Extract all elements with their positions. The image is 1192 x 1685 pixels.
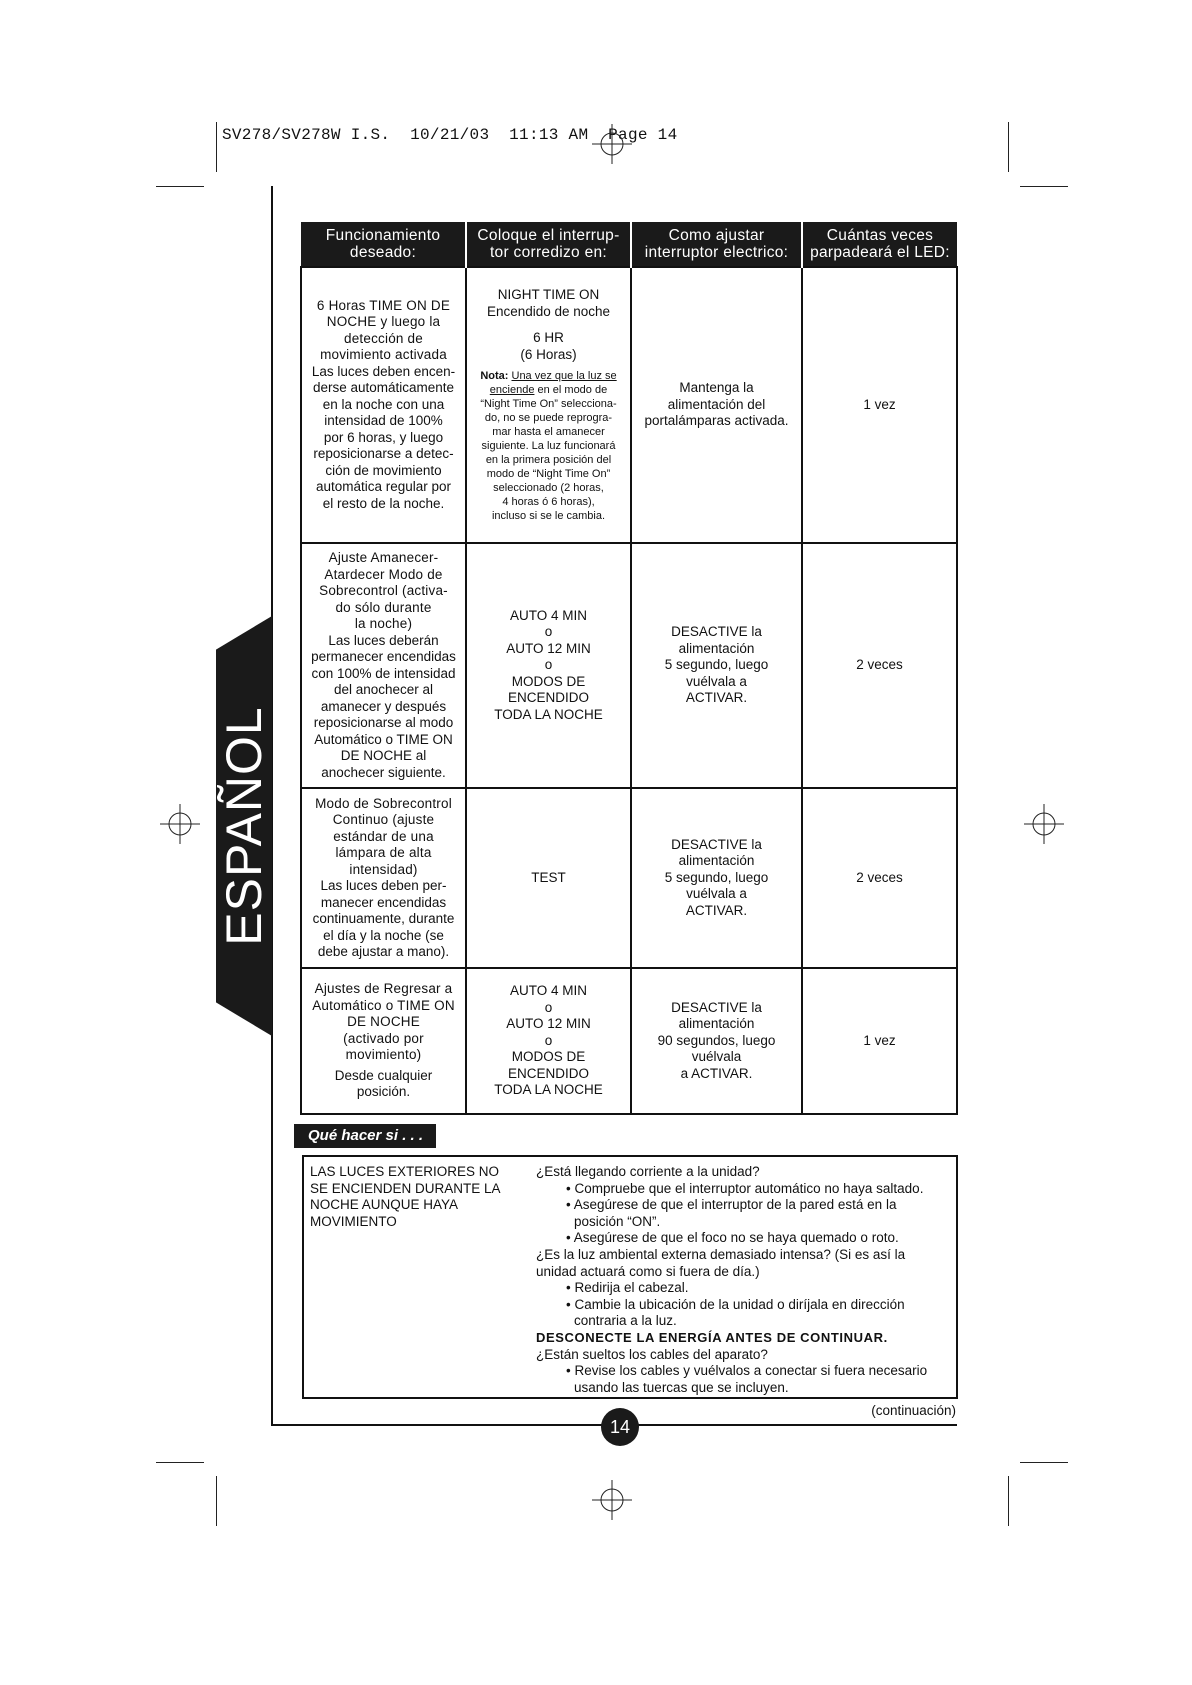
step-item: • Revise los cables y vuélvalos a conectar si fuera necesario usando las tuercas que se incluyen. (566, 1363, 928, 1395)
header-adjust: Como ajustar interruptor electrico: (631, 222, 802, 267)
switch-extra: 6 HR (6 Horas) (520, 330, 577, 362)
switch-cell (466, 267, 631, 543)
adjust-cell: Mantenga la alimentación del portalámparas activada. (631, 267, 802, 543)
function-cell (301, 267, 466, 543)
function-cell (301, 788, 466, 968)
settings-table (300, 222, 958, 1115)
adjust-cell: DESACTIVE la alimentación 5 segundo, luego vuélvala a ACTIVAR. (631, 543, 802, 788)
function-cell (301, 543, 466, 788)
crop-mark (1008, 122, 1009, 172)
function-title: 6 Horas TIME ON DE NOCHE y luego la detección de movimiento activada (316, 297, 451, 363)
question: ¿Es la luz ambiental externa demasiado intensa? (Si es así la unidad actuará como si fuera de día.) (536, 1246, 906, 1279)
troubleshoot-box (302, 1155, 958, 1399)
header-switch: Coloque el interrup- tor corredizo en: (466, 222, 631, 267)
function-description: Las luces deben per- manecer encendidas continuamente, durante el día y la noche (se debe ajustar a mano). (312, 878, 455, 959)
switch-cell: AUTO 4 MIN o AUTO 12 MIN o MODOS DE ENCENDIDO TODA LA NOCHE (466, 543, 631, 788)
crop-mark (1008, 1476, 1009, 1526)
registration-mark-icon (160, 804, 200, 844)
question: ¿Está llegando corriente a la unidad? (536, 1164, 760, 1179)
crop-mark (156, 1462, 204, 1463)
language-tab-label: ESPAÑOL (216, 706, 272, 946)
question: ¿Están sueltos los cables del aparato? (536, 1346, 768, 1362)
switch-note (471, 369, 626, 523)
page-number: 14 (601, 1408, 639, 1446)
adjust-cell: DESACTIVE la alimentación 5 segundo, luego vuélvala a ACTIVAR. (631, 788, 802, 968)
print-slug: SV278/SV278W I.S. 10/21/03 11:13 AM Page 14 (222, 126, 678, 144)
troubleshoot-problem: LAS LUCES EXTERIORES NO SE ENCIENDEN DURANTE LA NOCHE AUNQUE HAYA MOVIMIENTO (310, 1164, 501, 1229)
switch-cell: TEST (466, 788, 631, 968)
note-label: Nota: (480, 370, 509, 382)
led-cell: 1 vez (802, 267, 957, 543)
function-description: Las luces deben encen- derse automáticamente en la noche con una intensidad de 100% por 6 horas, y luego reposicionarse a detec- ción de movimiento automática regular por el resto de la noche. (311, 363, 456, 511)
power-warning: DESCONECTE LA ENERGÍA ANTES DE CONTINUAR. (536, 1329, 888, 1345)
troubleshoot-heading: Qué hacer si . . . (294, 1124, 436, 1148)
function-title: Ajuste Amanecer- Atardecer Modo de Sobrecontrol (activa- do sólo durante la noche) (319, 550, 448, 631)
table-row (301, 543, 957, 788)
function-title: Ajustes de Regresar a Automático o TIME ON DE NOCHE (activado por movimiento) (312, 981, 455, 1063)
step-item: • Cambie la ubicación de la unidad o diríjala en dirección contraria a la luz. (566, 1296, 905, 1329)
crop-mark (156, 186, 204, 187)
registration-mark-icon (592, 124, 632, 164)
function-description: Las luces deberán permanecer encendidas con 100% de intensidad del anochecer al amanecer y después reposicionarse al modo Automático o TIME ON DE NOCHE al anochecer siguiente. (311, 632, 456, 780)
function-description: Desde cualquier posición. (334, 1067, 433, 1100)
led-cell: 2 veces (802, 543, 957, 788)
language-tab-label-wrap (216, 616, 272, 1036)
header-function: Funcionamiento deseado: (301, 222, 466, 267)
table-row (301, 267, 957, 543)
switch-position: NIGHT TIME ON Encendido de noche (486, 287, 611, 319)
step-item: • Asegúrese de que el foco no se haya quemado o roto. (566, 1230, 899, 1246)
table-row (301, 968, 957, 1114)
table-header-row (301, 222, 957, 267)
step-item: • Redirija el cabezal. (566, 1280, 689, 1296)
adjust-cell: DESACTIVE la alimentación 90 segundos, luego vuélvala a ACTIVAR. (631, 968, 802, 1114)
crop-mark (1020, 186, 1068, 187)
table-row (301, 788, 957, 968)
led-cell: 1 vez (802, 968, 957, 1114)
registration-mark-icon (592, 1480, 632, 1520)
note-body: en el modo de “Night Time On” selecciona- do, no se puede reprogra- mar hasta el amanecer siguiente. La luz funcionará en la primera posición del modo de “Night Time On” seleccionado (2 horas, 4 horas ó 6 horas), incluso si se le cambia. (480, 384, 617, 522)
header-led: Cuántas veces parpadeará el LED: (802, 222, 957, 267)
continuation-note: (continuación) (871, 1403, 956, 1418)
step-item: • Compruebe que el interruptor automático no haya saltado. (566, 1180, 924, 1196)
crop-mark (216, 122, 217, 172)
registration-mark-icon (1024, 804, 1064, 844)
function-cell (301, 968, 466, 1114)
troubleshoot-steps (536, 1164, 946, 1396)
note-underlined: Una vez que la luz se enciende (489, 370, 617, 396)
switch-cell: AUTO 4 MIN o AUTO 12 MIN o MODOS DE ENCENDIDO TODA LA NOCHE (466, 968, 631, 1114)
led-cell: 2 veces (802, 788, 957, 968)
crop-mark (216, 1476, 217, 1526)
crop-mark (1020, 1462, 1068, 1463)
function-title: Modo de Sobrecontrol Continuo (ajuste estándar de una lámpara de alta intensidad) (315, 795, 452, 877)
step-item: • Asegúrese de que el interruptor de la pared está en la posición “ON”. (566, 1197, 897, 1229)
